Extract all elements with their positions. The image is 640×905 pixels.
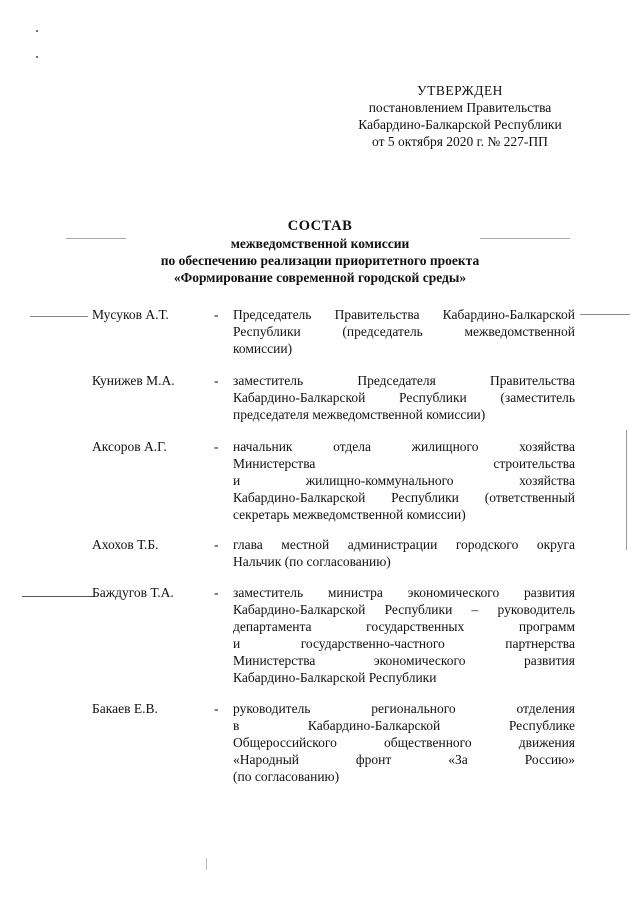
member-name: Аксоров А.Г. [92,439,167,454]
approval-title: УТВЕРЖДЕН [417,83,503,98]
position-line: Кабардино-Балкарской Республики (ответственный [233,490,575,505]
position-line: Кабардино-Балкарской Республики (заместитель [233,390,575,405]
scan-mark [206,858,207,870]
position-line: секретарь межведомственной комиссии) [233,507,466,522]
dash-separator: - [214,537,219,552]
heading-line: по обеспечению реализации приоритетного проекта [160,253,480,268]
heading-line: межведомственной комиссии [230,236,410,251]
position-line: Министерства строительства [233,456,575,471]
position-line: председателя межведомственной комиссии) [233,407,486,422]
position-line: в Кабардино-Балкарской Республике [233,718,575,733]
member-position [233,536,575,570]
member-position [233,306,575,357]
heading-line: «Формирование современной городской среды» [173,270,467,285]
member-position [233,372,575,423]
position-line: Республики (председатель межведомственной [233,324,575,339]
position-line: глава местной администрации городского округа [233,537,575,552]
scan-speck [36,56,38,58]
scan-edge [626,430,627,550]
position-line: и жилищно-коммунального хозяйства [233,473,575,488]
member-position [233,700,575,785]
dash-separator: - [214,701,219,716]
member-position [233,584,575,686]
member-name: Кунижев М.А. [92,373,175,388]
position-line: «Народный фронт «За Россию» [233,752,575,767]
scan-line [580,314,630,315]
position-line: Председатель Правительства Кабардино-Балкарской [233,307,575,322]
position-line: Кабардино-Балкарской Республики – руководитель [233,602,575,617]
scan-speck [36,30,38,32]
approval-block [320,82,600,150]
document-title: СОСТАВ [287,218,353,234]
position-line: департамента государственных программ [233,619,575,634]
position-line: и государственно-частного партнерства [233,636,575,651]
position-line: начальник отдела жилищного хозяйства [233,439,575,454]
approval-line: от 5 октября 2020 г. № 227-ПП [372,134,548,149]
position-line: Нальчик (по согласованию) [233,554,391,569]
dash-separator: - [214,307,219,322]
position-line: (по согласованию) [233,769,340,784]
position-line: заместитель министра экономического развития [233,585,575,600]
position-line: заместитель Председателя Правительства [233,373,575,388]
dash-separator: - [214,585,219,600]
position-line: руководитель регионального отделения [233,701,575,716]
position-line: Кабардино-Балкарской Республики [233,670,437,685]
member-name: Мусуков А.Т. [92,307,169,322]
member-position [233,438,575,523]
position-line: Министерства экономического развития [233,653,575,668]
member-name: Ахохов Т.Б. [92,537,159,552]
dash-separator: - [214,373,219,388]
scan-line [30,316,88,317]
member-name: Баждугов Т.А. [92,585,174,600]
document-heading [0,218,640,286]
approval-line: постановлением Правительства [368,100,552,115]
approval-line: Кабардино-Балкарской Республики [358,117,562,132]
member-name: Бакаев Е.В. [92,701,158,716]
dash-separator: - [214,439,219,454]
position-line: комиссии) [233,341,293,356]
scan-line [22,596,94,597]
position-line: Общероссийского общественного движения [233,735,575,750]
